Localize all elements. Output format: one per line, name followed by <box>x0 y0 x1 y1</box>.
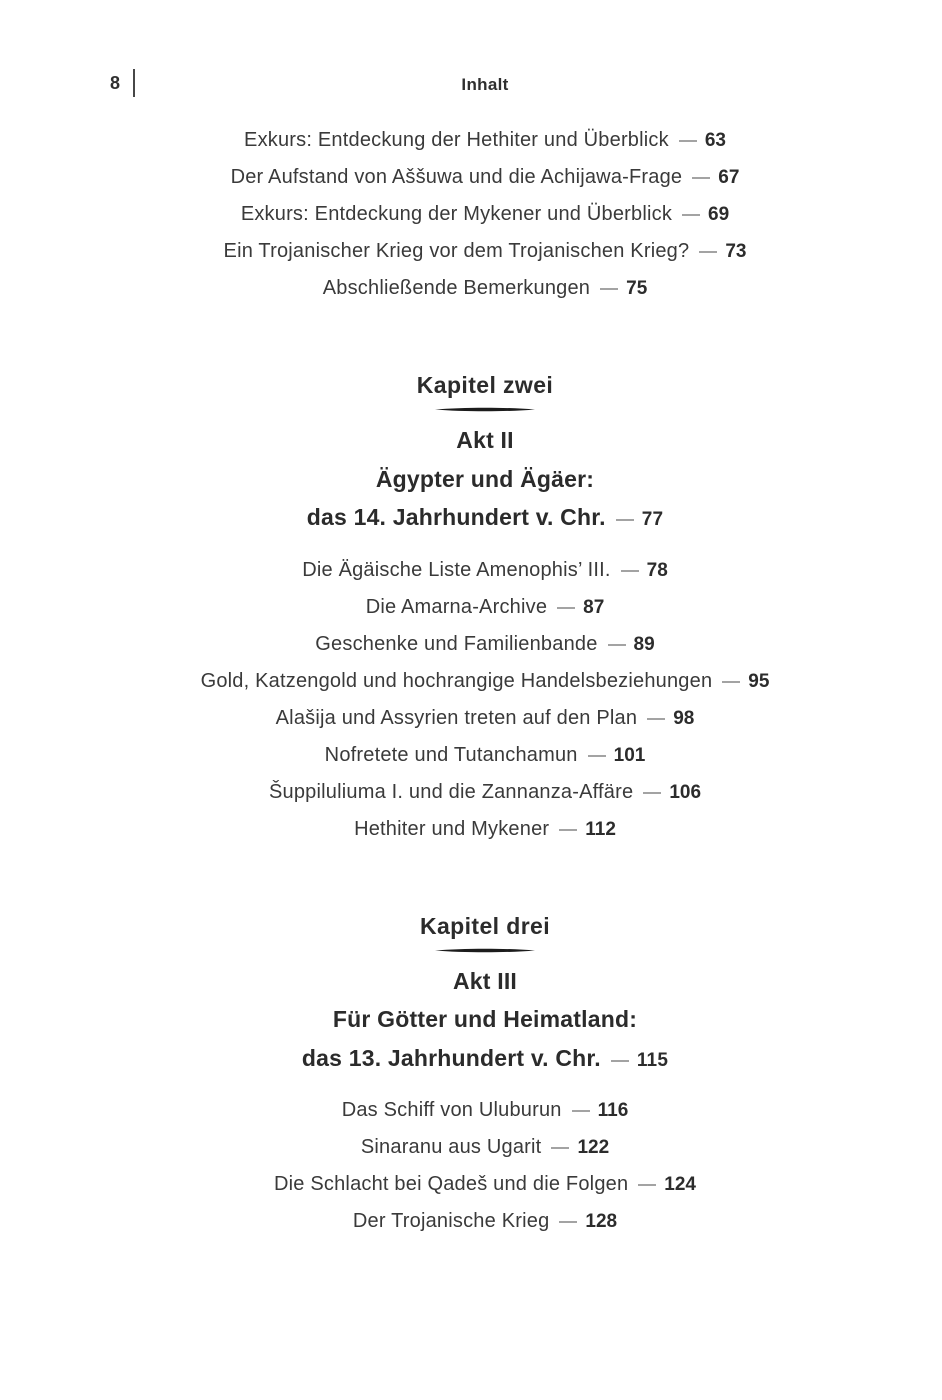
act-title-line: Ägypter und Ägäer: <box>375 465 595 492</box>
entry-page-number: 124 <box>664 1174 696 1195</box>
lens-divider-icon <box>435 947 535 954</box>
entry-title: Das Schiff von Uluburun <box>341 1099 562 1121</box>
entry-separator-dash <box>608 644 626 646</box>
entry-page-number: 75 <box>626 278 648 299</box>
entry-list <box>14 1092 942 1240</box>
entry-title: Exkurs: Entdeckung der Hethiter und Überblick <box>244 129 669 151</box>
entry-title: Der Aufstand von Aššuwa und die Achijawa-Frage <box>230 166 683 188</box>
toc-entry <box>14 270 942 307</box>
act-title-line: Akt III <box>452 967 518 994</box>
entry-page-number: 63 <box>704 130 726 151</box>
entry-separator-dash <box>557 607 575 609</box>
entry-separator-dash <box>682 214 700 216</box>
entry-page-number: 101 <box>613 744 646 766</box>
entry-page-number: 122 <box>577 1137 610 1158</box>
entry-separator-dash <box>572 1110 590 1112</box>
entry-separator-dash <box>621 570 639 572</box>
entry-separator-dash <box>699 251 717 253</box>
entry-page-number: 78 <box>646 559 668 581</box>
entry-title: Gold, Katzengold und hochrangige Handelsbeziehungen <box>200 669 713 692</box>
entry-separator-dash <box>559 829 577 831</box>
entry-page-number: 69 <box>708 204 730 225</box>
entry-separator-dash <box>588 755 606 757</box>
running-header <box>0 0 942 110</box>
chapter-heading: Kapitel drei <box>419 912 551 939</box>
entry-separator-dash <box>643 792 661 794</box>
toc-entry <box>14 774 942 811</box>
toc-entry <box>14 663 942 700</box>
act-title-text: das 14. Jahrhundert v. Chr. <box>306 504 606 530</box>
toc-entry <box>14 589 942 626</box>
entry-separator-dash <box>559 1221 577 1223</box>
header-title: Inhalt <box>461 75 509 94</box>
entry-page-number: 106 <box>669 781 702 803</box>
act-title <box>14 962 942 1081</box>
entry-separator-dash <box>551 1147 569 1149</box>
entry-separator-dash <box>679 140 697 142</box>
entry-title: Der Trojanische Krieg <box>352 1210 550 1232</box>
entry-separator-dash <box>647 718 665 720</box>
toc-entry <box>14 626 942 663</box>
entry-title: Exkurs: Entdeckung der Mykener und Überblick <box>240 203 673 225</box>
entry-page-number: 95 <box>748 670 770 692</box>
lens-divider-icon <box>435 406 535 413</box>
act-title-line <box>14 1039 942 1081</box>
toc-entry <box>14 196 942 233</box>
entry-separator-dash <box>722 681 740 683</box>
entry-page-number: 116 <box>597 1100 629 1121</box>
entry-title: Alašija und Assyrien treten auf den Plan <box>275 706 638 729</box>
entry-list <box>14 122 942 307</box>
entry-title: Geschenke und Familienbande <box>315 632 598 655</box>
toc-entry <box>14 811 942 848</box>
toc-entry <box>14 159 942 196</box>
entry-title: Die Schlacht bei Qadeš und die Folgen <box>274 1173 629 1195</box>
toc-entry <box>14 1203 942 1240</box>
entry-page-number: 112 <box>585 818 616 840</box>
entry-separator-dash <box>638 1184 656 1186</box>
entry-title: Sinaranu aus Ugarit <box>360 1136 542 1158</box>
toc-entry <box>14 122 942 159</box>
toc <box>14 122 942 1240</box>
toc-entry <box>14 552 942 589</box>
page-number: 8 <box>110 73 121 93</box>
toc-entries-section <box>14 122 942 307</box>
entry-page-number: 128 <box>585 1211 618 1232</box>
entry-title: Nofretete und Tutanchamun <box>324 743 578 766</box>
act-title-line <box>14 498 942 540</box>
act-title <box>14 421 942 540</box>
act-title-line: Für Götter und Heimatland: <box>332 1006 638 1032</box>
entry-title: Abschließende Bemerkungen <box>322 277 591 299</box>
chapter-section <box>14 370 942 848</box>
chapter-heading: Kapitel zwei <box>416 372 554 398</box>
toc-entry <box>14 1166 942 1203</box>
entry-title: Die Ägäische Liste Amenophis’ III. <box>302 558 611 581</box>
toc-entry <box>14 700 942 737</box>
entry-list <box>14 552 942 848</box>
toc-entry <box>14 1092 942 1129</box>
entry-title: Hethiter und Mykener <box>354 817 550 840</box>
entry-title: Ein Trojanischer Krieg vor dem Trojanischen Krieg? <box>223 240 690 262</box>
entry-separator-dash <box>692 177 710 179</box>
toc-entry <box>14 233 942 270</box>
chapter-section <box>14 911 942 1241</box>
toc-entry <box>14 1129 942 1166</box>
act-title-text: das 13. Jahrhundert v. Chr. <box>301 1044 601 1071</box>
toc-entry <box>14 737 942 774</box>
entry-page-number: 98 <box>673 707 695 729</box>
entry-separator-dash <box>611 1060 629 1062</box>
entry-separator-dash <box>616 519 634 521</box>
entry-page-number: 67 <box>718 167 740 188</box>
chapter-divider <box>14 947 942 954</box>
chapter-divider <box>14 406 942 413</box>
act-page-number: 77 <box>641 509 664 530</box>
entry-page-number: 87 <box>583 596 605 618</box>
entry-title: Šuppiluliuma I. und die Zannanza-Affäre <box>268 780 634 803</box>
act-page-number: 115 <box>636 1049 669 1071</box>
entry-page-number: 89 <box>633 633 655 655</box>
entry-page-number: 73 <box>725 241 747 262</box>
entry-separator-dash <box>600 288 618 290</box>
act-title-line: Akt II <box>456 427 514 453</box>
entry-title: Die Amarna-Archive <box>365 595 548 618</box>
